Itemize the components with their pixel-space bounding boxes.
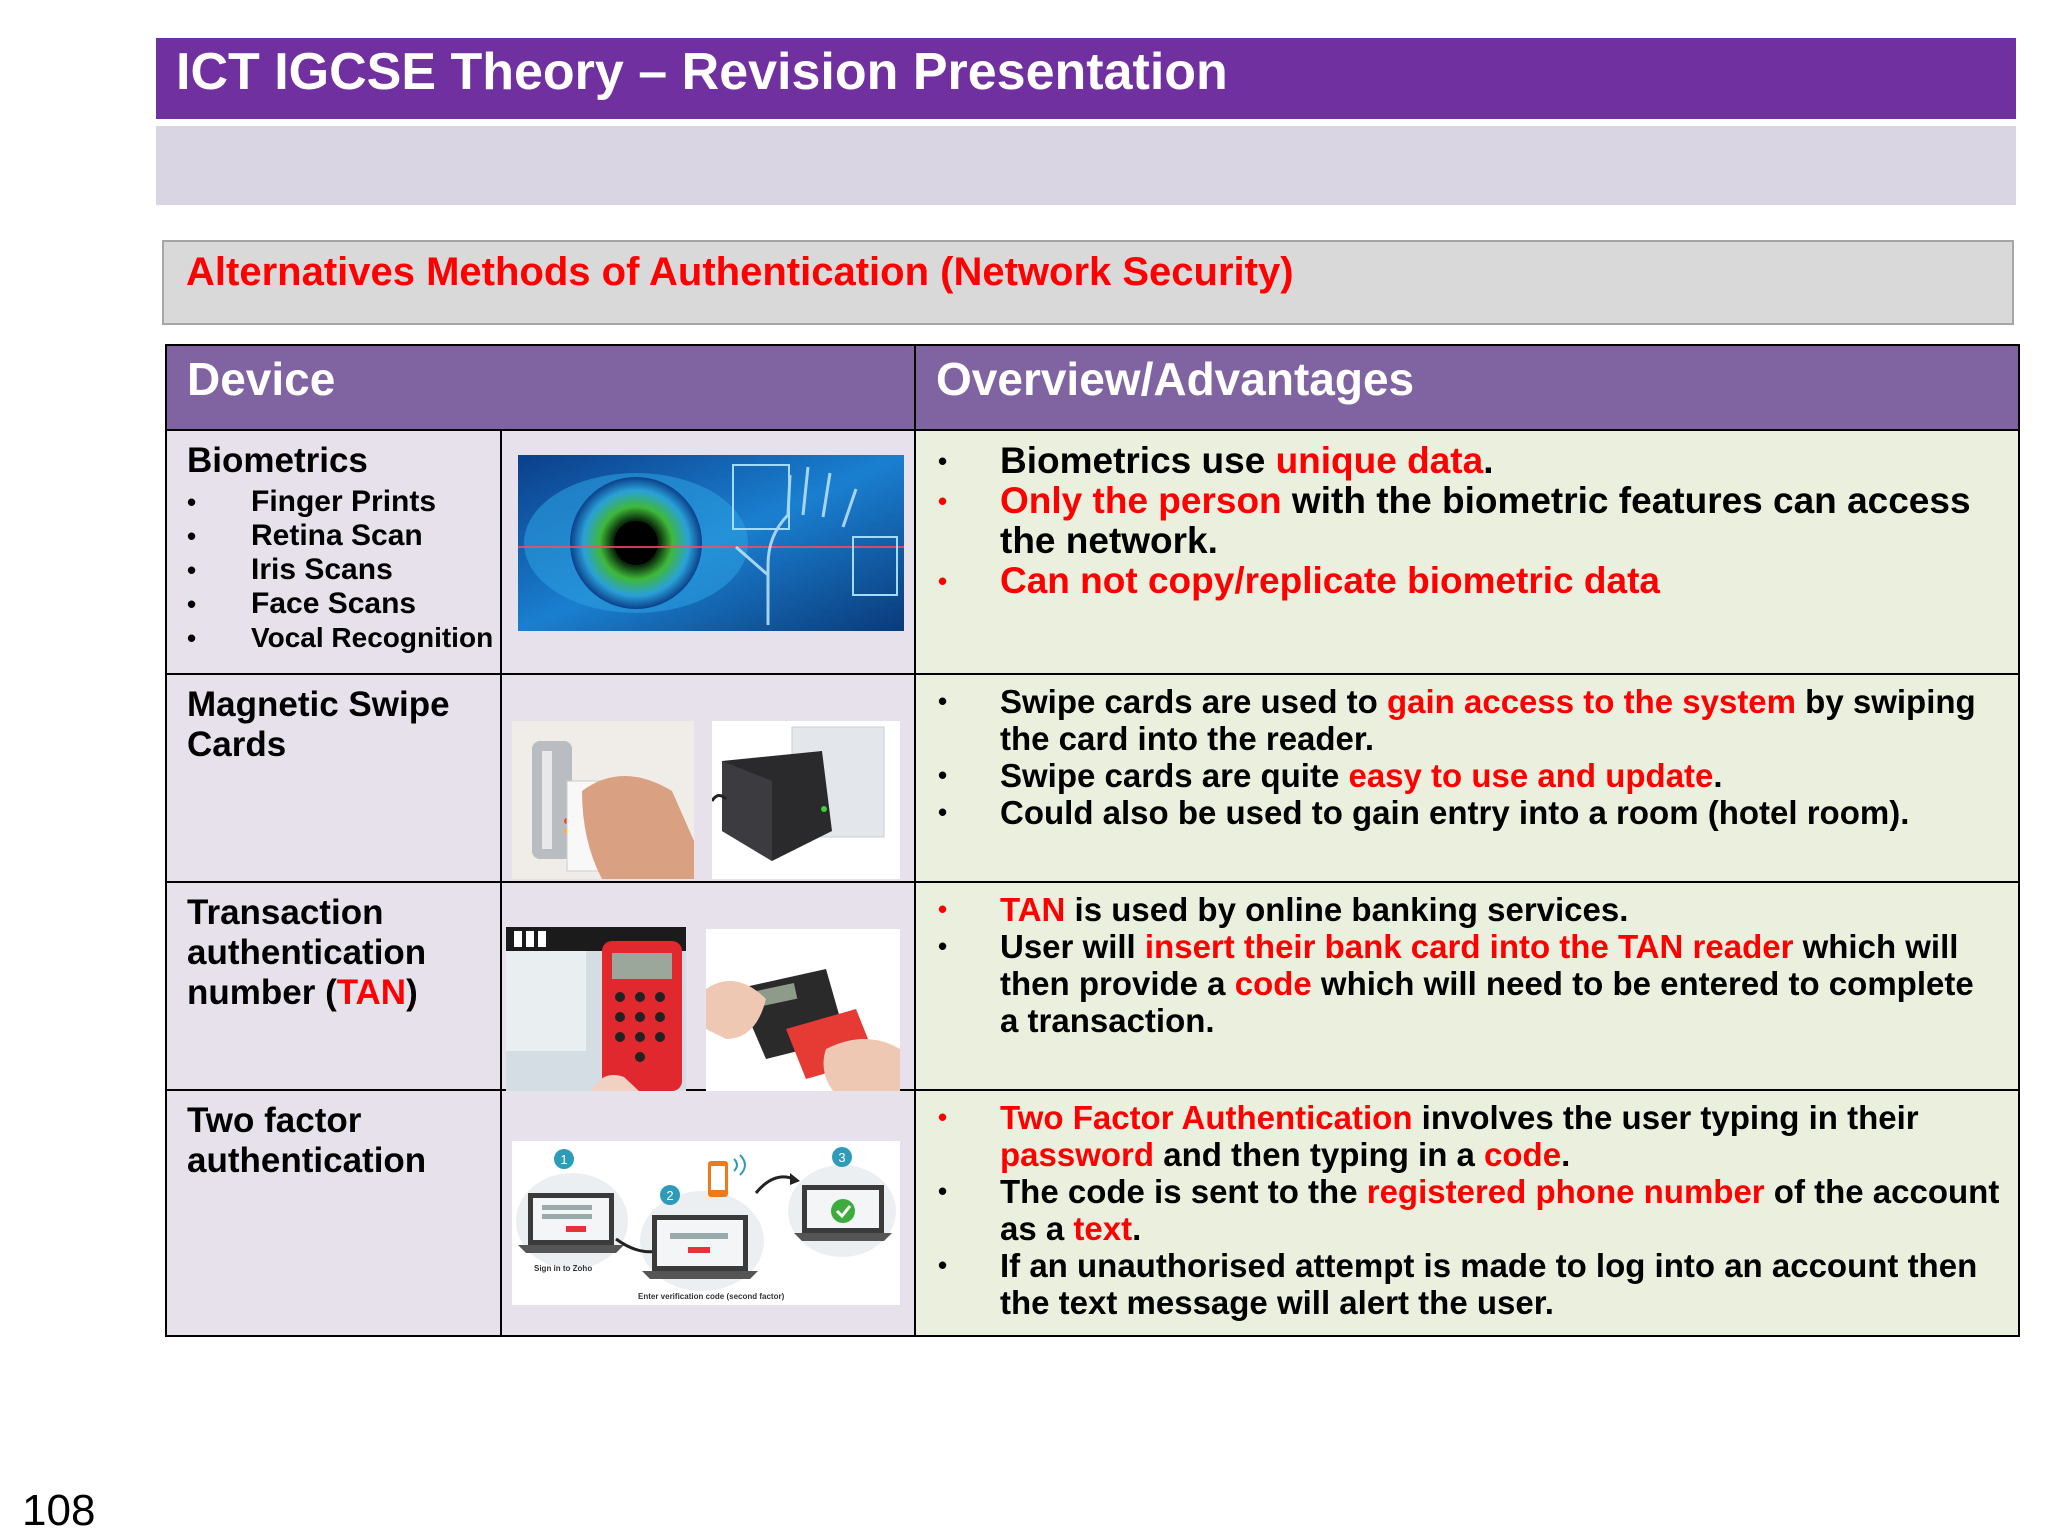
overview-cell-tan xyxy=(915,882,2019,1090)
laptop-icon xyxy=(794,1185,892,1241)
list-item: • Swipe cards are quite easy to use and update. xyxy=(938,757,1723,794)
table-row-swipe-cards xyxy=(166,674,2019,882)
overview-cell-biometrics xyxy=(915,430,2019,674)
svg-text:2: 2 xyxy=(666,1188,674,1203)
overview-cell-swipe-cards xyxy=(915,674,2019,882)
svg-text:3: 3 xyxy=(838,1150,846,1165)
list-item: • Face Scans xyxy=(187,587,500,621)
device-cell-tan xyxy=(166,882,501,1090)
list-item: • Retina Scan xyxy=(187,519,500,553)
list-item: • Biometrics use unique data. xyxy=(938,440,1494,481)
list-item: • The code is sent to the registered phone number of the account as a text. xyxy=(938,1173,2000,1247)
page-number: 108 xyxy=(22,1486,96,1535)
svg-text:Sign in to Zoho: Sign in to Zoho xyxy=(534,1264,593,1273)
image-cell-biometrics xyxy=(501,430,915,674)
list-item: • Could also be used to gain entry into a room (hotel room). xyxy=(938,794,1910,831)
list-item: • Iris Scans xyxy=(187,553,500,587)
laptop-icon xyxy=(518,1193,624,1253)
subtitle-bar xyxy=(156,126,2016,205)
tan-card-hands-image xyxy=(706,929,900,1105)
overview-cell-two-factor xyxy=(915,1090,2019,1336)
device-name-tan: Transaction authentication number (TAN) xyxy=(187,893,427,1012)
list-item: • Two Factor Authentication involves the user typing in their password and then typing in a code. xyxy=(938,1099,1919,1173)
slide-title: ICT IGCSE Theory – Revision Presentation xyxy=(156,38,2016,119)
device-cell-swipe-cards xyxy=(166,674,501,882)
checkmark-icon xyxy=(831,1199,855,1223)
laptop-icon xyxy=(642,1215,758,1279)
device-column-header: Device xyxy=(166,345,915,430)
overview-column-header: Overview/Advantages xyxy=(915,345,2019,430)
biometrics-points xyxy=(916,441,2018,601)
two-factor-points xyxy=(916,1099,2018,1321)
biometric-eye-hand-image xyxy=(518,455,904,631)
list-item: • Vocal Recognition xyxy=(187,621,500,655)
list-item: • Can not copy/replicate biometric data xyxy=(938,560,1660,601)
swipe-cards-points xyxy=(916,683,2018,831)
tan-points xyxy=(916,891,2018,1039)
image-cell-tan xyxy=(501,882,915,1090)
two-factor-diagram xyxy=(512,1141,900,1305)
table-row-tan xyxy=(166,882,2019,1090)
svg-text:Enter verification code (secon: Enter verification code (second factor) xyxy=(638,1292,785,1301)
device-name-swipe-cards: Magnetic Swipe Cards xyxy=(187,685,450,764)
list-item: • Finger Prints xyxy=(187,485,500,519)
image-cell-swipe-cards xyxy=(501,674,915,882)
device-cell-biometrics xyxy=(166,430,501,674)
tan-reader-keypad-image xyxy=(506,927,686,1107)
list-item: • If an unauthorised attempt is made to log into an account then the text message will alert the user. xyxy=(938,1247,1978,1321)
svg-text:1: 1 xyxy=(560,1152,568,1167)
table-row-biometrics xyxy=(166,430,2019,674)
swipe-card-hand-image xyxy=(512,721,694,879)
image-cell-two-factor xyxy=(501,1090,915,1336)
list-item: • User will insert their bank card into the TAN reader which will then provide a code which will need to be entered to complete a transaction. xyxy=(938,928,1974,1039)
table-row-two-factor xyxy=(166,1090,2019,1336)
magnetic-card-reader-image xyxy=(712,721,900,879)
biometric-types-list xyxy=(187,485,500,655)
section-heading: Alternatives Methods of Authentication (Network Security) xyxy=(162,240,2014,325)
authentication-table xyxy=(165,344,2020,1337)
list-item: • TAN is used by online banking services. xyxy=(938,891,1629,928)
list-item: • Only the person with the biometric features can access the network. xyxy=(938,480,1971,561)
device-cell-two-factor xyxy=(166,1090,501,1336)
device-name-two-factor: Two factor authentication xyxy=(187,1101,427,1180)
device-name-biometrics: Biometrics xyxy=(187,441,368,480)
list-item: • Swipe cards are used to gain access to the system by swiping the card into the reader. xyxy=(938,683,1976,757)
